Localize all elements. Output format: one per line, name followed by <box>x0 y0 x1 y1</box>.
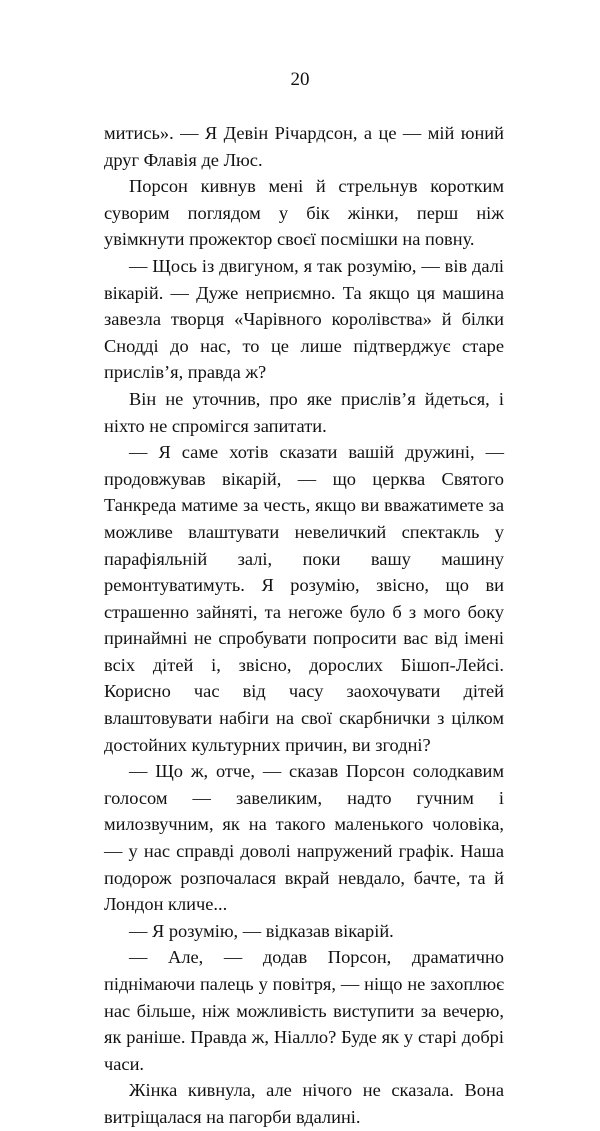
page-text <box>104 120 504 1131</box>
paragraph-2: Порсон кивнув мені й стрельнув коротким суворим поглядом у бік жінки, перш ніж увімкнути прожектор своєї посмішки на повну. <box>104 176 504 250</box>
paragraph-1: митись». — Я Девін Річардсон, а це — мій юний друг Флавія де Люс. <box>104 123 504 170</box>
paragraph-9: Жінка кивнула, але нічого не сказала. Вона витріщалася на пагорби вдалині. <box>104 1080 504 1127</box>
paragraph-4: Він не уточнив, про яке прислів’я йдеться, і ніхто не спромігся запитати. <box>104 388 504 436</box>
paragraph-6: — Що ж, отче, — сказав Порсон солодкавим голосом — завеликим, надто гучним і милозвучним, як на такого маленького чоловіка, — у нас справді доволі напружений графік. Наша подорож розпочалася вкрай невдало, бачте, та й Лондон кличе... <box>104 761 504 915</box>
page-number: 20 <box>290 69 310 90</box>
paragraph-8: — Але, — додав Порсон, драматично піднімаючи палець у повітря, — ніщо не захоплює нас більше, ніж можливість виступити за вечерю, як раніше. Правда ж, Ніалло? Буде як у старі добрі часи. <box>104 947 504 1074</box>
paragraph-5: — Я саме хотів сказати вашій дружині, — продовжував вікарій, — що церква Святого Танкреда матиме за честь, якщо ви вважатимете за можливе влаштувати невеличкий спектакль у парафіяльній залі, поки вашу машину ремонтуватимуть. Я розумію, звісно, що ви страшенно зайняті, та негоже було б з мого боку принаймні не спробувати попросити вас від імені всіх дітей і, звісно, дорослих Бішоп-Лейсі. Корисно час від часу заохочувати дітей влаштовувати набіги на свої скарбнички з цілком достойних культурних причин, ви згодні? <box>104 442 504 755</box>
paragraph-3: — Щось із двигуном, я так розумію, — вів далі вікарій. — Дуже неприємно. Та якщо ця машина завезла творця «Чарівного королівства» й білки Снодді до нас, то це лише підтверджує старе прислів’я, правда ж? <box>104 255 504 383</box>
paragraph-7: — Я розумію, — відказав вікарій. <box>129 920 394 941</box>
